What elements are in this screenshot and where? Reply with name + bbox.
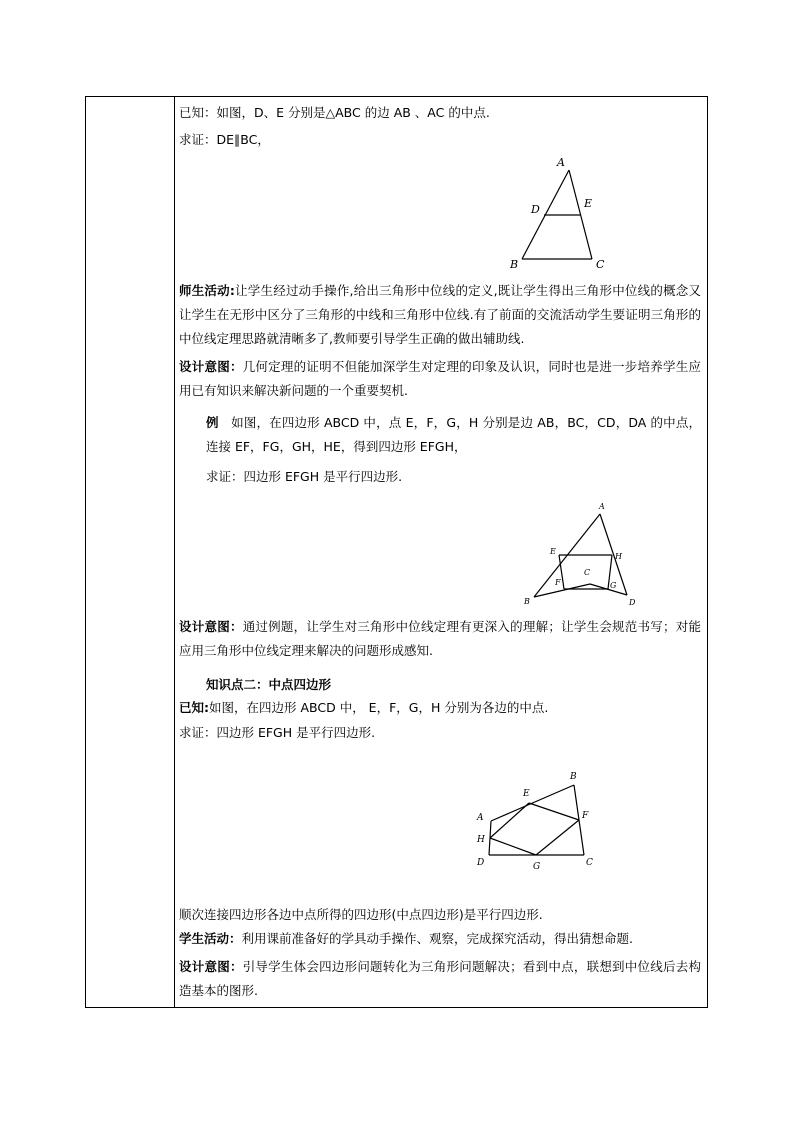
design-intent-2: 设计意图：通过例题，让学生对三角形中位线定理有更深入的理解；让学生会规范书写；对能应用三角形中位线定理来解决的问题形成感知. — [179, 619, 701, 658]
design-intent-3: 设计意图：引导学生体会四边形问题转化为三角形问题解决；看到中点，联想到中位线后去构造基本的图形. — [179, 959, 701, 998]
quadrilateral-figure-2 — [519, 497, 659, 612]
label-A: A — [557, 156, 565, 169]
design-intent-1: 设计意图：几何定理的证明不但能加深学生对定理的印象及认识，同时也是进一步培养学生应用已有知识来解决新问题的一个重要契机. — [179, 359, 701, 398]
label-C: C — [586, 858, 593, 868]
label-B: B — [524, 597, 530, 606]
label-A: A — [477, 813, 484, 823]
label-A: A — [599, 502, 605, 511]
label-E: E — [523, 789, 530, 799]
teacher-student-activity: 师生活动:让学生经过动手操作,给出三角形中位线的定义,既让学生得出三角形中位线的概念又让学生在无形中区分了三角形的中线和三角形中位线.有了前面的交流活动学生要证明三角形的中位线定理思路就清晰多了,教师要引导学生正确的做出辅助线. — [179, 283, 702, 346]
label-H: H — [477, 835, 485, 845]
prove-line-1: 求证：DE∥BC， — [179, 132, 270, 147]
content-cell — [179, 97, 701, 1007]
label-F: F — [582, 811, 589, 821]
label-G: G — [533, 862, 541, 872]
column-divider — [174, 97, 175, 1007]
label-E: E — [550, 547, 556, 556]
knowledge-point-2: 知识点二：中点四边形 — [206, 677, 332, 692]
given-line-1: 已知：如图，D、E 分别是△ABC 的边 AB 、AC 的中点. — [179, 105, 490, 120]
given-line-2: 已知:如图，在四边形 ABCD 中， E，F，G，H 分别为各边的中点. — [179, 700, 549, 715]
prove-line-2: 求证：四边形 EFGH 是平行四边形. — [179, 725, 376, 740]
label-D: D — [477, 858, 485, 868]
label-D: D — [629, 598, 636, 607]
label-F: F — [555, 578, 561, 587]
label-D: D — [531, 203, 540, 216]
conclusion-line: 顺次连接四边形各边中点所得的四边形(中点四边形)是平行四边形. — [179, 907, 543, 922]
quadrilateral-figure-3 — [469, 765, 599, 880]
example-prove: 求证：四边形 EFGH 是平行四边形. — [206, 469, 403, 484]
label-C: C — [596, 258, 605, 271]
label-E: E — [584, 197, 593, 210]
triangle-figure — [499, 155, 629, 275]
lesson-table — [85, 96, 708, 1008]
label-B: B — [570, 772, 577, 782]
label-C: C — [584, 568, 591, 577]
label-H: H — [615, 552, 622, 561]
label-G: G — [610, 581, 617, 590]
student-activity: 学生活动：利用课前准备好的学具动手操作、观察，完成探究活动，得出猜想命题. — [179, 931, 633, 946]
label-B: B — [510, 258, 519, 271]
example-paragraph: 例 如图，在四边形 ABCD 中，点 E，F，G，H 分别是边 AB，BC，CD，DA 的中点，连接 EF，FG，GH，HE，得到四边形 EFGH， — [206, 415, 702, 454]
